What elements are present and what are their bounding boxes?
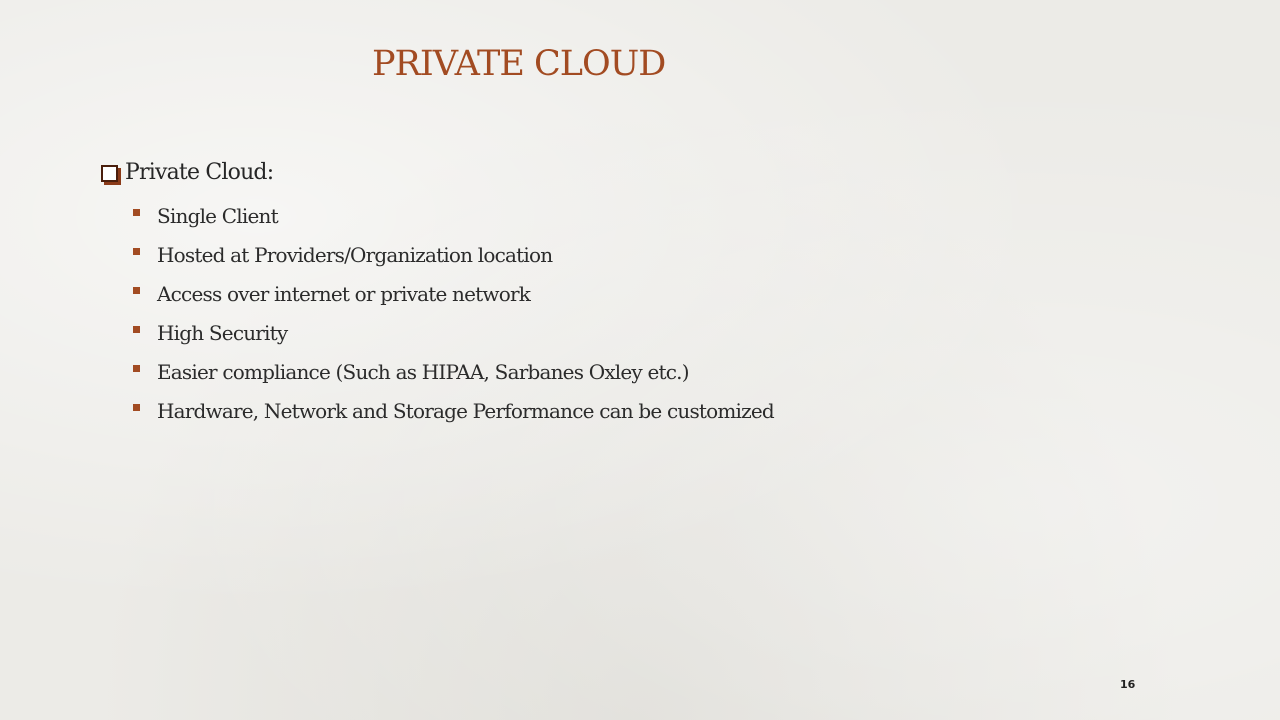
list-item [133, 391, 1101, 430]
square-bullet-icon [133, 248, 140, 255]
checkbox-bullet-icon [101, 165, 118, 182]
slide-title: PRIVATE CLOUD [372, 44, 666, 84]
square-bullet-icon [133, 365, 140, 372]
list-item [133, 274, 1101, 313]
list-item-text: Access over internet or private network [157, 281, 531, 306]
list-item-text: High Security [157, 320, 288, 345]
list-item-text: Hardware, Network and Storage Performance can be customized [157, 398, 774, 423]
list-item [133, 196, 1101, 235]
list-item [133, 313, 1101, 352]
square-bullet-icon [133, 209, 140, 216]
list-item [133, 235, 1101, 274]
square-bullet-icon [133, 287, 140, 294]
list-item [133, 352, 1101, 391]
slide-content [101, 156, 1101, 430]
list-item-text: Hosted at Providers/Organization location [157, 242, 553, 267]
heading-item [101, 156, 1101, 188]
list-item-text: Single Client [157, 203, 278, 228]
bullet-list [101, 196, 1101, 430]
square-bullet-icon [133, 404, 140, 411]
list-item-text: Easier compliance (Such as HIPAA, Sarbanes Oxley etc.) [157, 359, 689, 384]
square-bullet-icon [133, 326, 140, 333]
heading-text: Private Cloud: [125, 159, 274, 185]
page-number: 16 [1120, 678, 1136, 691]
